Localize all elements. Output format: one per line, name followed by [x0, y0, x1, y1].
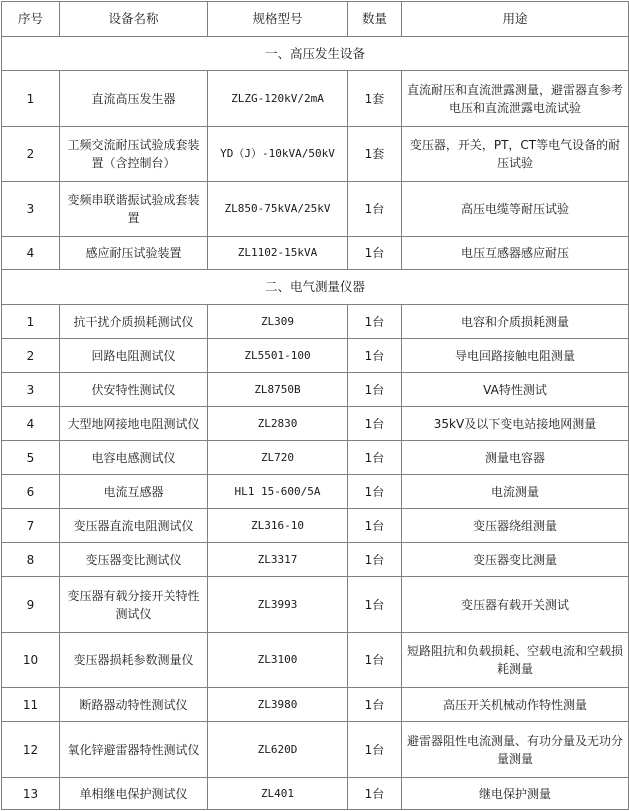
cell-use: 电容和介质损耗测量 [402, 305, 629, 339]
cell-spec: ZL1102-15kVA [208, 237, 348, 270]
header-no: 序号 [2, 2, 60, 37]
cell-qty: 1台 [348, 688, 402, 722]
cell-spec: ZL720 [208, 441, 348, 475]
cell-no: 6 [2, 475, 60, 509]
section-title: 二、电气测量仪器 [2, 270, 629, 305]
table-row [2, 373, 629, 407]
table-row [2, 339, 629, 373]
cell-no: 2 [2, 127, 60, 182]
table-row [2, 237, 629, 270]
cell-name: 抗干扰介质损耗测试仪 [60, 305, 208, 339]
cell-use: 短路阻抗和负载损耗、空载电流和空载损耗测量 [402, 633, 629, 688]
cell-spec: ZL3317 [208, 543, 348, 577]
cell-spec: ZL2830 [208, 407, 348, 441]
cell-no: 13 [2, 778, 60, 810]
cell-name: 变压器有载分接开关特性测试仪 [60, 577, 208, 633]
cell-name: 伏安特性测试仪 [60, 373, 208, 407]
cell-qty: 1台 [348, 373, 402, 407]
header-spec: 规格型号 [208, 2, 348, 37]
cell-use: 直流耐压和直流泄露测量，避雷器直参考电压和直流泄露电流试验 [402, 71, 629, 127]
section-row [2, 270, 629, 305]
cell-name: 回路电阻测试仪 [60, 339, 208, 373]
cell-qty: 1台 [348, 441, 402, 475]
cell-no: 11 [2, 688, 60, 722]
cell-use: 变压器变比测量 [402, 543, 629, 577]
table-row [2, 182, 629, 237]
cell-spec: HL1 15-600/5A [208, 475, 348, 509]
table-row [2, 577, 629, 633]
table-row [2, 441, 629, 475]
cell-name: 变压器变比测试仪 [60, 543, 208, 577]
section-row [2, 37, 629, 71]
cell-no: 12 [2, 722, 60, 778]
cell-spec: ZL316-10 [208, 509, 348, 543]
table-row [2, 633, 629, 688]
cell-qty: 1台 [348, 182, 402, 237]
header-qty: 数量 [348, 2, 402, 37]
cell-name: 电流互感器 [60, 475, 208, 509]
table-row [2, 688, 629, 722]
cell-qty: 1台 [348, 577, 402, 633]
cell-use: 变压器绕组测量 [402, 509, 629, 543]
cell-spec: ZL5501-100 [208, 339, 348, 373]
cell-no: 3 [2, 182, 60, 237]
cell-no: 2 [2, 339, 60, 373]
cell-name: 变压器损耗参数测量仪 [60, 633, 208, 688]
cell-name: 直流高压发生器 [60, 71, 208, 127]
cell-name: 感应耐压试验装置 [60, 237, 208, 270]
cell-name: 电容电感测试仪 [60, 441, 208, 475]
cell-spec: ZL3993 [208, 577, 348, 633]
cell-qty: 1台 [348, 237, 402, 270]
table-row [2, 71, 629, 127]
cell-use: 避雷器阻性电流测量、有功分量及无功分量测量 [402, 722, 629, 778]
cell-spec: ZL3100 [208, 633, 348, 688]
table-row [2, 127, 629, 182]
cell-no: 1 [2, 71, 60, 127]
table-row [2, 778, 629, 810]
cell-no: 4 [2, 237, 60, 270]
cell-use: 35kV及以下变电站接地网测量 [402, 407, 629, 441]
cell-qty: 1套 [348, 71, 402, 127]
cell-spec: ZL401 [208, 778, 348, 810]
cell-qty: 1台 [348, 778, 402, 810]
cell-no: 8 [2, 543, 60, 577]
cell-use: 电流测量 [402, 475, 629, 509]
table-row [2, 722, 629, 778]
cell-spec: ZL3980 [208, 688, 348, 722]
cell-qty: 1台 [348, 475, 402, 509]
cell-spec: ZLZG-120kV/2mA [208, 71, 348, 127]
cell-spec: ZL309 [208, 305, 348, 339]
cell-use: 变压器，开关，PT，CT等电气设备的耐压试验 [402, 127, 629, 182]
table-row [2, 509, 629, 543]
header-name: 设备名称 [60, 2, 208, 37]
cell-no: 9 [2, 577, 60, 633]
cell-use: 高压电缆等耐压试验 [402, 182, 629, 237]
cell-spec: ZL620D [208, 722, 348, 778]
header-row [2, 2, 629, 37]
cell-qty: 1台 [348, 407, 402, 441]
cell-name: 工频交流耐压试验成套装置（含控制台） [60, 127, 208, 182]
cell-use: 电压互感器感应耐压 [402, 237, 629, 270]
table-row [2, 407, 629, 441]
cell-qty: 1台 [348, 509, 402, 543]
cell-name: 断路器动特性测试仪 [60, 688, 208, 722]
cell-no: 3 [2, 373, 60, 407]
cell-qty: 1台 [348, 543, 402, 577]
cell-qty: 1台 [348, 305, 402, 339]
cell-spec: YD（J）-10kVA/50kV [208, 127, 348, 182]
cell-use: 变压器有载开关测试 [402, 577, 629, 633]
cell-name: 氧化锌避雷器特性测试仪 [60, 722, 208, 778]
header-use: 用途 [402, 2, 629, 37]
cell-use: 导电回路接触电阻测量 [402, 339, 629, 373]
cell-name: 变压器直流电阻测试仪 [60, 509, 208, 543]
cell-use: 测量电容器 [402, 441, 629, 475]
cell-qty: 1台 [348, 633, 402, 688]
table-row [2, 543, 629, 577]
cell-no: 4 [2, 407, 60, 441]
cell-name: 大型地网接地电阻测试仪 [60, 407, 208, 441]
cell-name: 单相继电保护测试仪 [60, 778, 208, 810]
cell-qty: 1台 [348, 339, 402, 373]
cell-spec: ZL850-75kVA/25kV [208, 182, 348, 237]
cell-use: 继电保护测量 [402, 778, 629, 810]
cell-qty: 1套 [348, 127, 402, 182]
cell-no: 1 [2, 305, 60, 339]
cell-qty: 1台 [348, 722, 402, 778]
cell-no: 10 [2, 633, 60, 688]
cell-no: 7 [2, 509, 60, 543]
cell-spec: ZL8750B [208, 373, 348, 407]
table-row [2, 305, 629, 339]
cell-name: 变频串联谐振试验成套装置 [60, 182, 208, 237]
section-title: 一、高压发生设备 [2, 37, 629, 71]
equipment-table [1, 1, 629, 810]
cell-use: VA特性测试 [402, 373, 629, 407]
table-row [2, 475, 629, 509]
cell-no: 5 [2, 441, 60, 475]
cell-use: 高压开关机械动作特性测量 [402, 688, 629, 722]
